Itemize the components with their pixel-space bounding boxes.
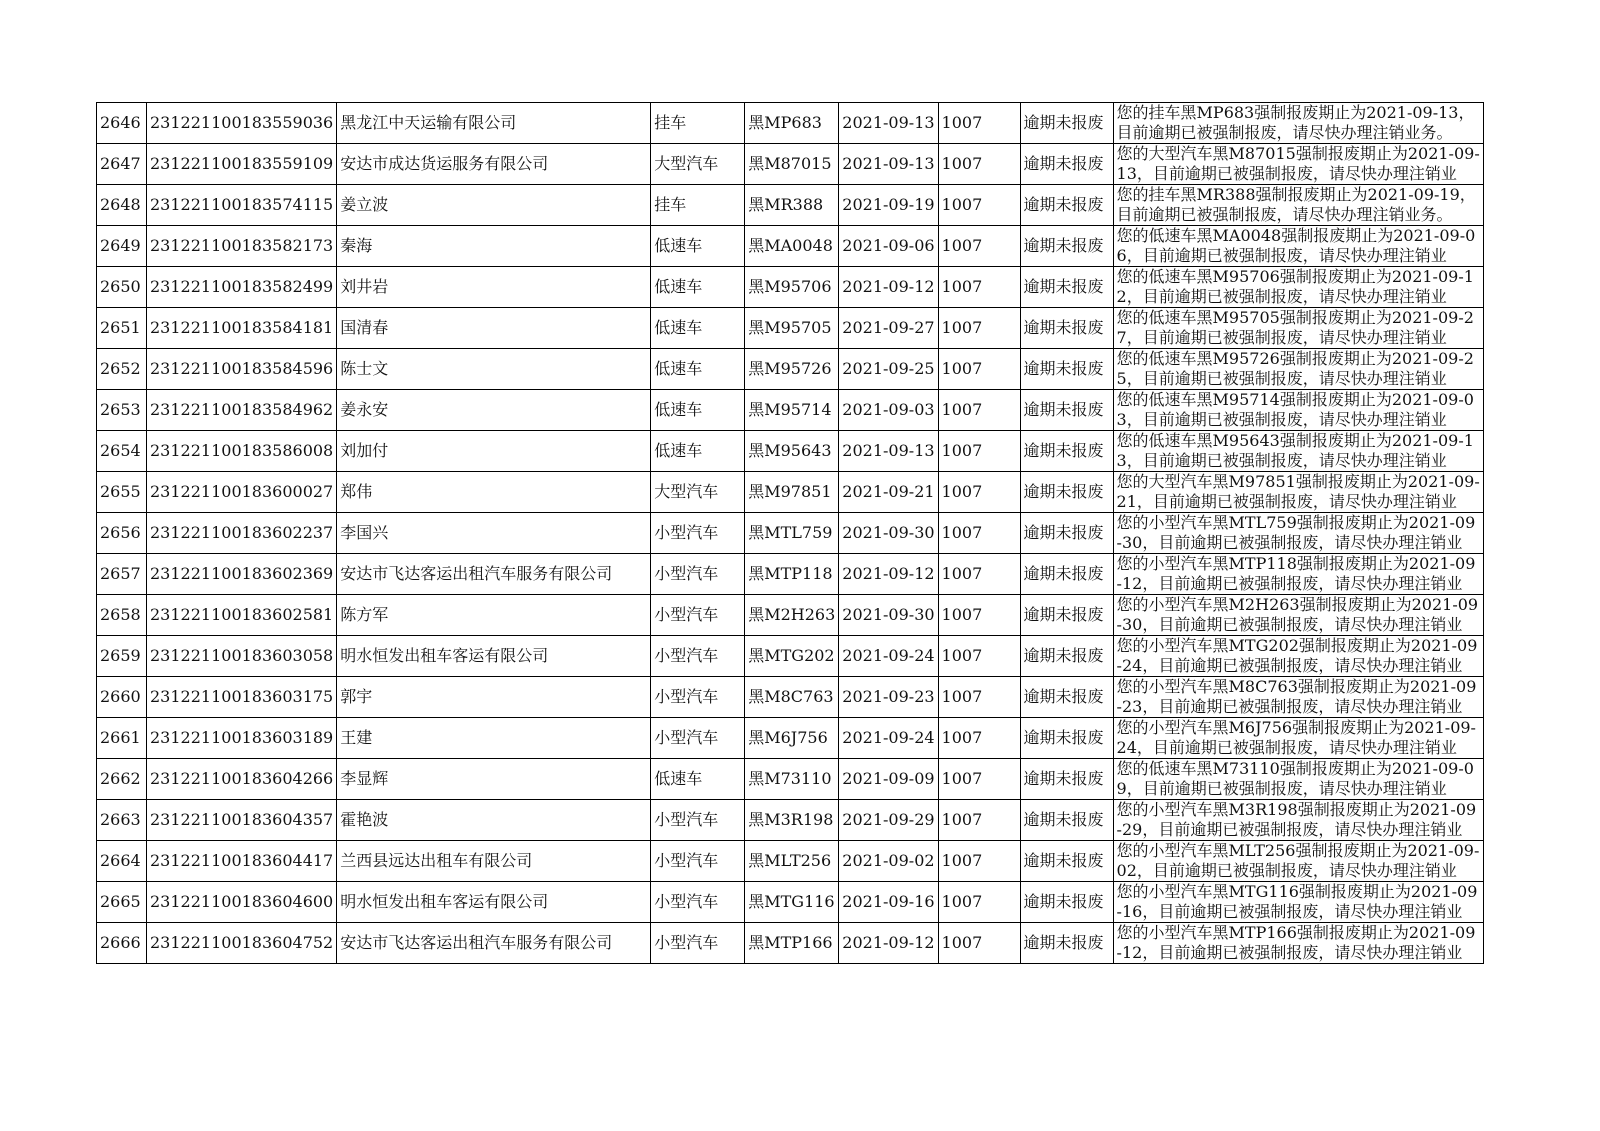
table-row: [97, 759, 1484, 800]
cell-status-code: 1007: [938, 349, 1020, 390]
cell-status: 逾期未报废: [1020, 431, 1113, 472]
cell-vehicle-type: 低速车: [651, 349, 745, 390]
cell-status: 逾期未报废: [1020, 472, 1113, 513]
notice-message-text: 您的小型汽车黑M8C763强制报废期止为2021-09-23，目前逾期已被强制报废，请尽快办理注销业: [1116, 677, 1477, 716]
cell-owner-name: 明水恒发出租车客运有限公司: [337, 636, 651, 677]
cell-scrap-date: 2021-09-12: [839, 923, 938, 964]
cell-vehicle-type: 小型汽车: [651, 554, 745, 595]
cell-owner-name: 李显辉: [337, 759, 651, 800]
cell-scrap-date: 2021-09-24: [839, 718, 938, 759]
cell-owner-name: 郑伟: [337, 472, 651, 513]
notice-message-text: 您的低速车黑M95643强制报废期止为2021-09-13，目前逾期已被强制报废，请尽快办理注销业: [1116, 431, 1474, 470]
cell-record-id: 231221100183582173: [147, 226, 337, 267]
cell-plate-number: 黑M95706: [745, 267, 839, 308]
cell-owner-name: 兰西县远达出租车有限公司: [337, 841, 651, 882]
cell-record-id: 231221100183604417: [147, 841, 337, 882]
cell-record-id: 231221100183584962: [147, 390, 337, 431]
cell-status: 逾期未报废: [1020, 636, 1113, 677]
cell-status: 逾期未报废: [1020, 144, 1113, 185]
cell-owner-name: 陈方军: [337, 595, 651, 636]
cell-status-code: 1007: [938, 226, 1020, 267]
cell-status: 逾期未报废: [1020, 390, 1113, 431]
notice-message-text: 您的小型汽车黑M2H263强制报废期止为2021-09-30，目前逾期已被强制报废，请尽快办理注销业: [1116, 595, 1479, 634]
notice-message-text: 您的低速车黑M73110强制报废期止为2021-09-09，目前逾期已被强制报废，请尽快办理注销业: [1116, 759, 1474, 798]
cell-owner-name: 姜立波: [337, 185, 651, 226]
cell-scrap-date: 2021-09-06: [839, 226, 938, 267]
cell-notice-message: [1113, 718, 1483, 759]
cell-plate-number: 黑MTP118: [745, 554, 839, 595]
cell-status-code: 1007: [938, 841, 1020, 882]
cell-vehicle-type: 小型汽车: [651, 595, 745, 636]
notice-message-text: 您的小型汽车黑MTP166强制报废期止为2021-09-12，目前逾期已被强制报废，请尽快办理注销业: [1116, 923, 1476, 962]
cell-serial-number: 2650: [97, 267, 147, 308]
table-row: [97, 554, 1484, 595]
cell-plate-number: 黑M73110: [745, 759, 839, 800]
cell-record-id: 231221100183602581: [147, 595, 337, 636]
cell-record-id: 231221100183603189: [147, 718, 337, 759]
cell-status-code: 1007: [938, 882, 1020, 923]
cell-status-code: 1007: [938, 472, 1020, 513]
cell-plate-number: 黑M8C763: [745, 677, 839, 718]
cell-notice-message: [1113, 800, 1483, 841]
cell-vehicle-type: 大型汽车: [651, 472, 745, 513]
cell-owner-name: 陈士文: [337, 349, 651, 390]
table-row: [97, 390, 1484, 431]
cell-serial-number: 2651: [97, 308, 147, 349]
cell-owner-name: 安达市成达货运服务有限公司: [337, 144, 651, 185]
cell-serial-number: 2657: [97, 554, 147, 595]
cell-plate-number: 黑MP683: [745, 103, 839, 144]
table-row: [97, 472, 1484, 513]
cell-owner-name: 刘井岩: [337, 267, 651, 308]
cell-status: 逾期未报废: [1020, 718, 1113, 759]
cell-plate-number: 黑M95643: [745, 431, 839, 472]
cell-scrap-date: 2021-09-13: [839, 103, 938, 144]
cell-plate-number: 黑M95705: [745, 308, 839, 349]
table-row: [97, 226, 1484, 267]
cell-vehicle-type: 挂车: [651, 185, 745, 226]
cell-scrap-date: 2021-09-29: [839, 800, 938, 841]
table-row: [97, 882, 1484, 923]
cell-scrap-date: 2021-09-16: [839, 882, 938, 923]
cell-vehicle-type: 低速车: [651, 759, 745, 800]
cell-owner-name: 秦海: [337, 226, 651, 267]
notice-message-text: 您的低速车黑M95714强制报废期止为2021-09-03，目前逾期已被强制报废，请尽快办理注销业: [1116, 390, 1474, 429]
cell-status-code: 1007: [938, 390, 1020, 431]
table-row: [97, 267, 1484, 308]
cell-status-code: 1007: [938, 759, 1020, 800]
notice-message-text: 您的低速车黑M95726强制报废期止为2021-09-25，目前逾期已被强制报废，请尽快办理注销业: [1116, 349, 1474, 388]
cell-status: 逾期未报废: [1020, 759, 1113, 800]
cell-notice-message: [1113, 513, 1483, 554]
cell-owner-name: 安达市飞达客运出租汽车服务有限公司: [337, 554, 651, 595]
cell-plate-number: 黑M95726: [745, 349, 839, 390]
cell-scrap-date: 2021-09-12: [839, 267, 938, 308]
cell-owner-name: 霍艳波: [337, 800, 651, 841]
cell-plate-number: 黑MTP166: [745, 923, 839, 964]
cell-vehicle-type: 挂车: [651, 103, 745, 144]
cell-serial-number: 2656: [97, 513, 147, 554]
table-row: [97, 677, 1484, 718]
cell-vehicle-type: 低速车: [651, 226, 745, 267]
cell-serial-number: 2664: [97, 841, 147, 882]
cell-scrap-date: 2021-09-25: [839, 349, 938, 390]
cell-owner-name: 黑龙江中天运输有限公司: [337, 103, 651, 144]
cell-vehicle-type: 低速车: [651, 431, 745, 472]
cell-record-id: 231221100183586008: [147, 431, 337, 472]
cell-notice-message: [1113, 595, 1483, 636]
cell-scrap-date: 2021-09-12: [839, 554, 938, 595]
cell-scrap-date: 2021-09-30: [839, 595, 938, 636]
cell-owner-name: 国清春: [337, 308, 651, 349]
notice-message-text: 您的低速车黑MA0048强制报废期止为2021-09-06，目前逾期已被强制报废，请尽快办理注销业: [1116, 226, 1476, 265]
table-body: [97, 103, 1484, 964]
cell-status: 逾期未报废: [1020, 677, 1113, 718]
cell-vehicle-type: 小型汽车: [651, 923, 745, 964]
cell-scrap-date: 2021-09-30: [839, 513, 938, 554]
cell-vehicle-type: 小型汽车: [651, 636, 745, 677]
cell-notice-message: [1113, 431, 1483, 472]
cell-status-code: 1007: [938, 513, 1020, 554]
cell-status-code: 1007: [938, 144, 1020, 185]
cell-record-id: 231221100183602369: [147, 554, 337, 595]
cell-scrap-date: 2021-09-19: [839, 185, 938, 226]
cell-record-id: 231221100183574115: [147, 185, 337, 226]
cell-status: 逾期未报废: [1020, 841, 1113, 882]
cell-vehicle-type: 低速车: [651, 390, 745, 431]
cell-plate-number: 黑M95714: [745, 390, 839, 431]
cell-scrap-date: 2021-09-09: [839, 759, 938, 800]
cell-vehicle-type: 小型汽车: [651, 718, 745, 759]
cell-status: 逾期未报废: [1020, 595, 1113, 636]
cell-owner-name: 李国兴: [337, 513, 651, 554]
cell-scrap-date: 2021-09-03: [839, 390, 938, 431]
cell-status-code: 1007: [938, 923, 1020, 964]
cell-status: 逾期未报废: [1020, 103, 1113, 144]
cell-scrap-date: 2021-09-21: [839, 472, 938, 513]
cell-record-id: 231221100183559109: [147, 144, 337, 185]
cell-owner-name: 刘加付: [337, 431, 651, 472]
cell-notice-message: [1113, 144, 1483, 185]
cell-serial-number: 2658: [97, 595, 147, 636]
cell-notice-message: [1113, 349, 1483, 390]
cell-status-code: 1007: [938, 554, 1020, 595]
cell-record-id: 231221100183584596: [147, 349, 337, 390]
cell-notice-message: [1113, 103, 1483, 144]
cell-serial-number: 2647: [97, 144, 147, 185]
cell-plate-number: 黑M97851: [745, 472, 839, 513]
cell-record-id: 231221100183602237: [147, 513, 337, 554]
cell-status-code: 1007: [938, 185, 1020, 226]
notice-message-text: 您的小型汽车黑M6J756强制报废期止为2021-09-24，目前逾期已被强制报废，请尽快办理注销业: [1116, 718, 1476, 757]
cell-notice-message: [1113, 677, 1483, 718]
cell-status: 逾期未报废: [1020, 554, 1113, 595]
cell-serial-number: 2646: [97, 103, 147, 144]
cell-plate-number: 黑MR388: [745, 185, 839, 226]
cell-status-code: 1007: [938, 636, 1020, 677]
cell-notice-message: [1113, 636, 1483, 677]
cell-serial-number: 2665: [97, 882, 147, 923]
cell-record-id: 231221100183604357: [147, 800, 337, 841]
cell-status: 逾期未报废: [1020, 800, 1113, 841]
cell-notice-message: [1113, 185, 1483, 226]
table-row: [97, 513, 1484, 554]
cell-serial-number: 2661: [97, 718, 147, 759]
cell-status-code: 1007: [938, 308, 1020, 349]
notice-message-text: 您的小型汽车黑MTL759强制报废期止为2021-09-30，目前逾期已被强制报废，请尽快办理注销业: [1116, 513, 1476, 552]
cell-serial-number: 2649: [97, 226, 147, 267]
cell-scrap-date: 2021-09-24: [839, 636, 938, 677]
notice-message-text: 您的小型汽车黑MTP118强制报废期止为2021-09-12，目前逾期已被强制报废，请尽快办理注销业: [1116, 554, 1476, 593]
notice-message-text: 您的大型汽车黑M87015强制报废期止为2021-09-13，目前逾期已被强制报废，请尽快办理注销业: [1116, 144, 1480, 183]
cell-plate-number: 黑MTG116: [745, 882, 839, 923]
cell-record-id: 231221100183604600: [147, 882, 337, 923]
cell-notice-message: [1113, 267, 1483, 308]
cell-vehicle-type: 小型汽车: [651, 841, 745, 882]
vehicle-table: [96, 102, 1484, 964]
table-row: [97, 636, 1484, 677]
cell-serial-number: 2652: [97, 349, 147, 390]
table-row: [97, 923, 1484, 964]
cell-status-code: 1007: [938, 800, 1020, 841]
cell-plate-number: 黑M6J756: [745, 718, 839, 759]
cell-plate-number: 黑M3R198: [745, 800, 839, 841]
cell-status: 逾期未报废: [1020, 882, 1113, 923]
cell-scrap-date: 2021-09-13: [839, 431, 938, 472]
notice-message-text: 您的小型汽车黑MTG202强制报废期止为2021-09-24，目前逾期已被强制报废，请尽快办理注销业: [1116, 636, 1478, 675]
cell-status: 逾期未报废: [1020, 923, 1113, 964]
notice-message-text: 您的低速车黑M95706强制报废期止为2021-09-12，目前逾期已被强制报废，请尽快办理注销业: [1116, 267, 1474, 306]
cell-vehicle-type: 小型汽车: [651, 513, 745, 554]
cell-notice-message: [1113, 308, 1483, 349]
cell-plate-number: 黑MA0048: [745, 226, 839, 267]
cell-record-id: 231221100183603175: [147, 677, 337, 718]
table-row: [97, 308, 1484, 349]
notice-message-text: 您的大型汽车黑M97851强制报废期止为2021-09-21，目前逾期已被强制报废，请尽快办理注销业: [1116, 472, 1480, 511]
table-row: [97, 103, 1484, 144]
cell-status: 逾期未报废: [1020, 267, 1113, 308]
cell-scrap-date: 2021-09-13: [839, 144, 938, 185]
cell-status: 逾期未报废: [1020, 226, 1113, 267]
cell-vehicle-type: 大型汽车: [651, 144, 745, 185]
cell-notice-message: [1113, 841, 1483, 882]
cell-serial-number: 2654: [97, 431, 147, 472]
notice-message-text: 您的小型汽车黑MLT256强制报废期止为2021-09-02，目前逾期已被强制报废，请尽快办理注销业: [1116, 841, 1480, 880]
cell-status: 逾期未报废: [1020, 308, 1113, 349]
cell-record-id: 231221100183600027: [147, 472, 337, 513]
cell-status: 逾期未报废: [1020, 513, 1113, 554]
table-row: [97, 431, 1484, 472]
table-row: [97, 800, 1484, 841]
cell-record-id: 231221100183584181: [147, 308, 337, 349]
cell-serial-number: 2648: [97, 185, 147, 226]
notice-message-text: 您的小型汽车黑M3R198强制报废期止为2021-09-29，目前逾期已被强制报废，请尽快办理注销业: [1116, 800, 1477, 839]
table-row: [97, 185, 1484, 226]
cell-plate-number: 黑MTL759: [745, 513, 839, 554]
cell-owner-name: 姜永安: [337, 390, 651, 431]
cell-status-code: 1007: [938, 595, 1020, 636]
cell-vehicle-type: 小型汽车: [651, 800, 745, 841]
cell-vehicle-type: 低速车: [651, 267, 745, 308]
cell-serial-number: 2662: [97, 759, 147, 800]
cell-notice-message: [1113, 882, 1483, 923]
table-row: [97, 718, 1484, 759]
cell-status-code: 1007: [938, 718, 1020, 759]
table-row: [97, 595, 1484, 636]
notice-message-text: 您的挂车黑MP683强制报废期止为2021-09-13，目前逾期已被强制报废，请尽快办理注销业务。: [1116, 103, 1475, 142]
table-row: [97, 144, 1484, 185]
cell-plate-number: 黑M2H263: [745, 595, 839, 636]
cell-status-code: 1007: [938, 267, 1020, 308]
cell-notice-message: [1113, 390, 1483, 431]
cell-owner-name: 王建: [337, 718, 651, 759]
cell-serial-number: 2659: [97, 636, 147, 677]
cell-owner-name: 安达市飞达客运出租汽车服务有限公司: [337, 923, 651, 964]
notice-message-text: 您的小型汽车黑MTG116强制报废期止为2021-09-16，目前逾期已被强制报废，请尽快办理注销业: [1116, 882, 1478, 921]
cell-plate-number: 黑MLT256: [745, 841, 839, 882]
cell-status: 逾期未报废: [1020, 185, 1113, 226]
cell-serial-number: 2655: [97, 472, 147, 513]
cell-notice-message: [1113, 554, 1483, 595]
cell-record-id: 231221100183559036: [147, 103, 337, 144]
cell-notice-message: [1113, 923, 1483, 964]
table-row: [97, 841, 1484, 882]
cell-serial-number: 2663: [97, 800, 147, 841]
notice-message-text: 您的挂车黑MR388强制报废期止为2021-09-19，目前逾期已被强制报废，请尽快办理注销业务。: [1116, 185, 1476, 224]
scrap-notice-sheet: [96, 102, 1484, 964]
cell-record-id: 231221100183582499: [147, 267, 337, 308]
cell-vehicle-type: 小型汽车: [651, 882, 745, 923]
cell-vehicle-type: 小型汽车: [651, 677, 745, 718]
cell-notice-message: [1113, 759, 1483, 800]
cell-status-code: 1007: [938, 677, 1020, 718]
cell-scrap-date: 2021-09-27: [839, 308, 938, 349]
cell-owner-name: 明水恒发出租车客运有限公司: [337, 882, 651, 923]
cell-status-code: 1007: [938, 103, 1020, 144]
cell-plate-number: 黑MTG202: [745, 636, 839, 677]
cell-record-id: 231221100183603058: [147, 636, 337, 677]
table-row: [97, 349, 1484, 390]
cell-status: 逾期未报废: [1020, 349, 1113, 390]
cell-status-code: 1007: [938, 431, 1020, 472]
cell-scrap-date: 2021-09-02: [839, 841, 938, 882]
cell-owner-name: 郭宇: [337, 677, 651, 718]
cell-record-id: 231221100183604752: [147, 923, 337, 964]
cell-scrap-date: 2021-09-23: [839, 677, 938, 718]
cell-serial-number: 2666: [97, 923, 147, 964]
cell-serial-number: 2660: [97, 677, 147, 718]
cell-plate-number: 黑M87015: [745, 144, 839, 185]
cell-vehicle-type: 低速车: [651, 308, 745, 349]
notice-message-text: 您的低速车黑M95705强制报废期止为2021-09-27，目前逾期已被强制报废，请尽快办理注销业: [1116, 308, 1474, 347]
cell-record-id: 231221100183604266: [147, 759, 337, 800]
cell-notice-message: [1113, 472, 1483, 513]
cell-notice-message: [1113, 226, 1483, 267]
cell-serial-number: 2653: [97, 390, 147, 431]
